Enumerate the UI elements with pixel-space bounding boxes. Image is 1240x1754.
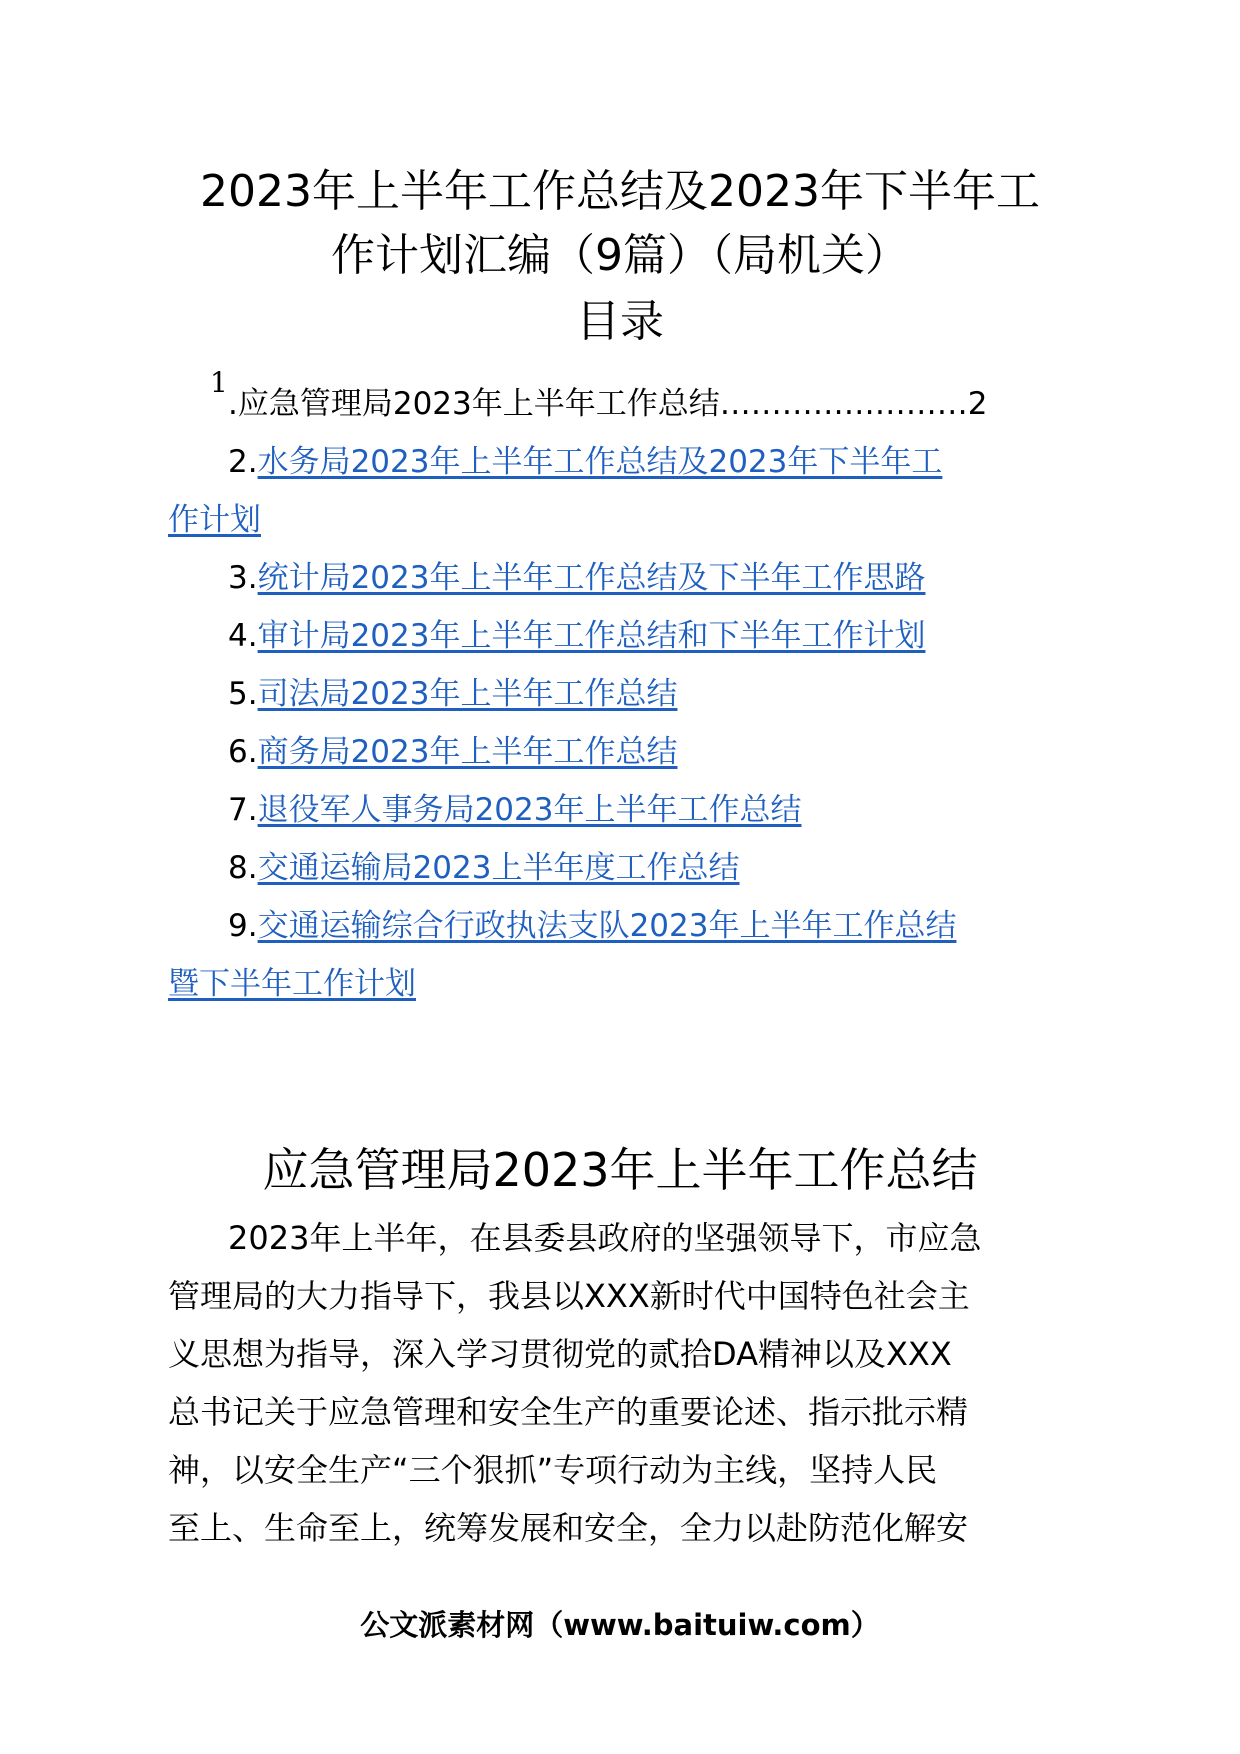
- toc-item-1[interactable]: [228, 384, 987, 424]
- toc-item-5-number: 5.: [228, 676, 258, 712]
- toc-item-9-continuation[interactable]: [168, 964, 416, 1004]
- toc-item-3[interactable]: [228, 558, 925, 598]
- toc-item-8[interactable]: [228, 848, 739, 888]
- toc-item-6[interactable]: [228, 732, 677, 772]
- toc-item-7[interactable]: [228, 790, 801, 830]
- document-title-line-1: 2023年上半年工作总结及2023年下半年工: [200, 166, 1040, 217]
- paragraph-line-5: 神，以安全生产“三个狠抓”专项行动为主线，坚持人民: [168, 1451, 938, 1489]
- toc-item-9[interactable]: [228, 906, 956, 946]
- footer-source: 公文派素材网（www.baituiw.com）: [360, 1608, 880, 1642]
- toc-item-7-number: 7.: [228, 792, 258, 828]
- toc-item-1-page: 2: [967, 386, 988, 422]
- paragraph-line-6: 至上、生命至上，统筹发展和安全，全力以赴防范化解安: [168, 1509, 969, 1547]
- toc-item-4[interactable]: [228, 616, 925, 656]
- toc-heading: 目录: [576, 296, 664, 347]
- toc-item-3-link[interactable]: 统计局2023年上半年工作总结及下半年工作思路: [257, 560, 926, 596]
- document-title-line-2: 作计划汇编（9篇）（局机关）: [331, 230, 909, 281]
- toc-item-9-link[interactable]: 交通运输综合行政执法支队2023年上半年工作总结: [257, 908, 957, 944]
- toc-item-2-link-continued[interactable]: 作计划: [168, 502, 261, 538]
- toc-item-2-number: 2.: [228, 444, 258, 480]
- paragraph-line-1: 2023年上半年，在县委县政府的坚强领导下，市应急: [228, 1219, 982, 1257]
- toc-item-1-text: .应急管理局2023年上半年工作总结: [228, 386, 720, 422]
- toc-item-5[interactable]: [228, 674, 677, 714]
- toc-item-4-link[interactable]: 审计局2023年上半年工作总结和下半年工作计划: [257, 618, 926, 654]
- toc-item-3-number: 3.: [228, 560, 258, 596]
- toc-item-4-number: 4.: [228, 618, 258, 654]
- toc-item-2-link[interactable]: 水务局2023年上半年工作总结及2023年下半年工: [257, 444, 943, 480]
- toc-item-8-link[interactable]: 交通运输局2023上半年度工作总结: [257, 850, 740, 886]
- paragraph-line-3: 义思想为指导，深入学习贯彻党的贰拾DA精神以及XXX: [168, 1335, 952, 1373]
- toc-item-1-leader: ……………………: [719, 386, 968, 422]
- toc-item-9-link-continued[interactable]: 暨下半年工作计划: [168, 966, 416, 1002]
- toc-item-9-number: 9.: [228, 908, 258, 944]
- toc-item-2-continuation[interactable]: [168, 500, 261, 540]
- toc-item-5-link[interactable]: 司法局2023年上半年工作总结: [257, 676, 678, 712]
- toc-item-2[interactable]: [228, 442, 942, 482]
- paragraph-line-2: 管理局的大力指导下，我县以XXX新时代中国特色社会主: [168, 1277, 970, 1315]
- paragraph-line-4: 总书记关于应急管理和安全生产的重要论述、指示批示精: [168, 1393, 969, 1431]
- section-title: 应急管理局2023年上半年工作总结: [262, 1143, 978, 1197]
- toc-item-6-link[interactable]: 商务局2023年上半年工作总结: [257, 734, 678, 770]
- toc-item-7-link[interactable]: 退役军人事务局2023年上半年工作总结: [257, 792, 802, 828]
- toc-item-8-number: 8.: [228, 850, 258, 886]
- toc-item-6-number: 6.: [228, 734, 258, 770]
- toc-page-marker: 1: [210, 366, 228, 399]
